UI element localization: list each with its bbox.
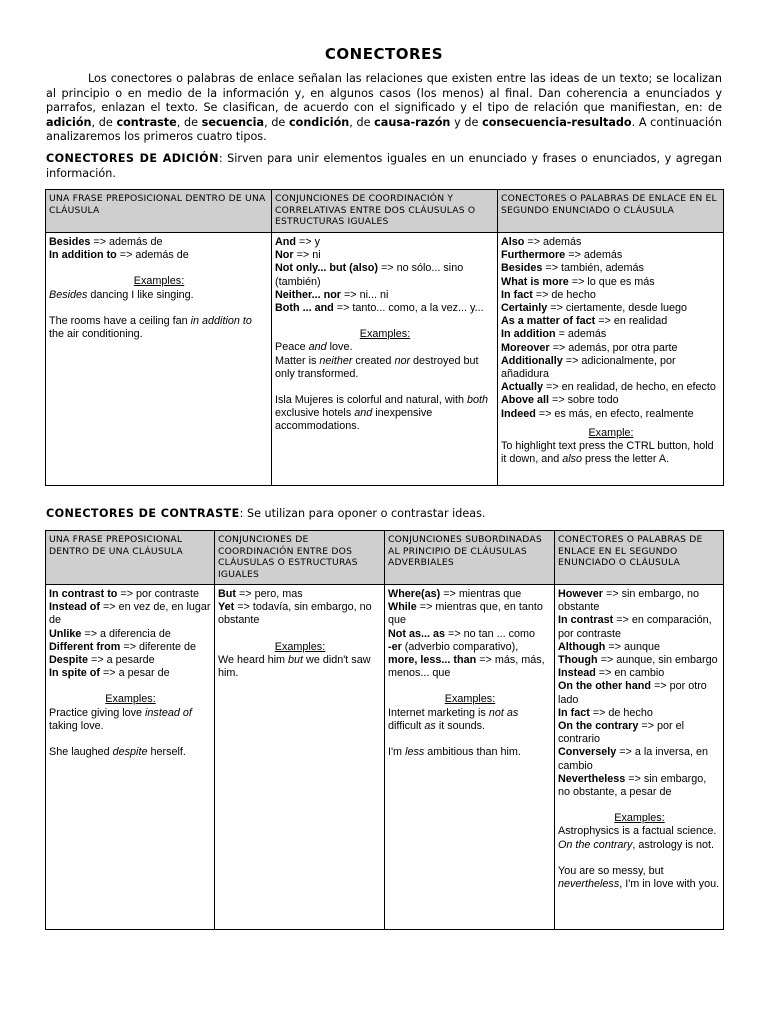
connector-term: Yet <box>218 601 235 614</box>
example-text: To highlight text press the CTRL button, hold it down, and <box>501 440 714 466</box>
example-text: ambitious than him. <box>424 746 521 759</box>
intro-term-contraste: contraste <box>116 115 177 129</box>
connector-meaning: => a pesarde <box>88 654 155 667</box>
connector-meaning: => también, además <box>542 262 644 275</box>
connector-term: While <box>388 601 417 614</box>
example-sentence <box>388 746 552 759</box>
list-item <box>558 707 721 720</box>
example-italic: less <box>405 746 425 759</box>
connector-meaning: => adicionalmente, por añadidura <box>501 354 676 381</box>
list-item <box>49 667 212 680</box>
contraste-header-3: CONJUNCIONES SUBORDINADAS AL PRINCIPIO DE CLÁUSULAS ADVERBIALES <box>385 531 555 585</box>
list-item <box>49 641 212 654</box>
list-item <box>501 302 721 315</box>
example-text: , I'm in love with you. <box>619 878 720 891</box>
connector-term: In addition to <box>49 249 117 262</box>
connector-meaning: => sobre todo <box>549 394 619 407</box>
list-item <box>275 289 495 302</box>
contraste-section-intro <box>46 507 722 522</box>
list-item <box>388 654 552 680</box>
example-sentence <box>275 394 495 434</box>
adicion-header-2: CONJUNCIONES DE COORDINACIÓN Y CORRELATIVAS ENTRE DOS CLÁUSULAS O ESTRUCTURAS IGUALES <box>272 190 498 233</box>
connector-term: Certainly <box>501 302 548 315</box>
list-item <box>501 276 721 289</box>
connector-term: Though <box>558 654 598 667</box>
connector-meaning: = además <box>555 328 607 341</box>
example-text: Isla Mujeres is colorful and natural, with <box>275 394 468 407</box>
list-item <box>501 262 721 275</box>
adicion-body-row <box>46 233 724 486</box>
connector-term: But <box>218 588 236 600</box>
connector-meaning: => en realidad, de hecho, en efecto <box>543 381 716 394</box>
example-text: destroyed but only transformed. <box>275 354 479 380</box>
connector-meaning: => tanto... como, a la vez... y... <box>333 302 484 315</box>
examples-label: Examples: <box>133 275 185 288</box>
example-text: Practice giving love <box>49 706 146 719</box>
intro-sep: , de <box>264 115 289 129</box>
example-text: taking love. <box>49 719 104 732</box>
connector-meaning: => en vez de, en lugar de <box>49 601 211 627</box>
example-text: dancing I like singing. <box>87 288 194 301</box>
connector-meaning: => no sólo... sino (también) <box>275 262 464 288</box>
connector-term: Not as... as <box>388 627 446 640</box>
intro-sep: y de <box>450 115 483 129</box>
example-text: herself. <box>147 746 186 759</box>
connector-meaning: => en cambio <box>595 667 665 680</box>
example-text: created <box>352 354 395 367</box>
example-italic: also <box>562 453 583 466</box>
examples-label: Examples: <box>105 693 156 706</box>
connector-meaning: => no tan ... como <box>445 627 536 640</box>
connector-meaning: => además de <box>90 236 163 248</box>
example-italic: and <box>354 407 373 420</box>
adicion-description: : Sirven para unir elementos iguales en un enunciado y frases o enunciados, y agregan información. <box>46 152 722 180</box>
list-item <box>501 342 721 355</box>
connector-meaning: => por el contrario <box>558 720 685 746</box>
list-item <box>558 588 721 614</box>
list-item <box>501 236 721 249</box>
example-label: Example: <box>588 426 634 439</box>
intro-sep: , de <box>176 115 202 129</box>
connector-term: Indeed <box>501 407 536 420</box>
connector-term: Also <box>501 236 525 248</box>
connector-meaning: => en realidad <box>595 315 668 328</box>
connector-term: Nevertheless <box>558 772 626 785</box>
connector-term: Instead of <box>49 601 100 614</box>
connector-meaning: => mientras que <box>440 588 522 600</box>
connector-term: In contrast <box>558 614 614 627</box>
list-item <box>501 408 721 421</box>
example-text: Internet marketing is <box>388 706 489 719</box>
example-text: I'm <box>388 746 406 759</box>
example-sentence <box>49 315 269 341</box>
contraste-header-1: UNA FRASE PREPOSICIONAL DENTRO DE UNA CLÁUSULA <box>46 531 215 585</box>
list-item <box>501 289 721 302</box>
list-item <box>558 641 721 654</box>
intro-sep: , de <box>349 115 375 129</box>
connector-meaning: => de hecho <box>589 706 653 719</box>
adicion-section-intro <box>46 152 722 181</box>
connector-term: Neither... nor <box>275 288 341 301</box>
example-text: You are so messy, but <box>558 864 664 877</box>
example-sentence <box>275 341 495 354</box>
connector-meaning: => ni <box>293 249 321 262</box>
connector-meaning: => por otro lado <box>558 680 707 706</box>
intro-term-consecuencia: consecuencia-resultado <box>482 115 632 129</box>
connector-term: Furthermore <box>501 249 566 262</box>
connector-meaning: => sin embargo, no obstante <box>558 588 700 614</box>
adicion-heading: CONECTORES DE ADICIÓN <box>46 152 219 165</box>
examples-label: Examples: <box>359 328 411 341</box>
example-sentence <box>558 825 721 851</box>
intro-sep: , de <box>91 115 117 129</box>
connector-term: Unlike <box>49 627 82 640</box>
list-item <box>558 654 721 667</box>
connector-meaning: => a pesar de <box>100 667 170 680</box>
connector-term: Nor <box>275 249 294 262</box>
contraste-col-preposicional <box>46 585 215 930</box>
connector-term: In fact <box>558 706 590 719</box>
adicion-col-enlace <box>498 233 724 486</box>
list-item <box>558 773 721 799</box>
list-item <box>501 328 721 341</box>
connector-term: In addition <box>501 328 556 341</box>
connector-term: Despite <box>49 654 89 667</box>
example-sentence <box>275 355 495 381</box>
example-sentence <box>558 865 721 891</box>
connector-term: In fact <box>501 288 533 301</box>
contraste-col-enlace <box>555 585 724 930</box>
example-italic: On the contrary <box>558 838 633 851</box>
contraste-header-row <box>46 531 724 585</box>
examples-label: Examples: <box>444 693 496 706</box>
intro-term-adicion: adición <box>46 115 92 129</box>
contraste-table <box>45 530 724 930</box>
example-italic: nevertheless <box>558 878 620 891</box>
example-sentence <box>501 440 721 466</box>
connector-meaning: => y <box>296 236 321 248</box>
contraste-header-4: CONECTORES O PALABRAS DE ENLACE EN EL SEGUNDO ENUNCIADO O CLÁUSULA <box>555 531 724 585</box>
example-italic: Besides <box>49 288 88 301</box>
connector-meaning: => sin embargo, no obstante, a pesar de <box>558 772 707 799</box>
list-item <box>275 262 495 288</box>
connector-meaning: => todavía, sin embargo, no obstante <box>218 601 372 627</box>
list-item <box>558 667 721 680</box>
list-item <box>501 315 721 328</box>
list-item <box>49 654 212 667</box>
example-text: love. <box>326 341 353 354</box>
connector-term: Moreover <box>501 341 550 354</box>
list-item <box>275 249 495 262</box>
adicion-col-preposicional <box>46 233 272 486</box>
contraste-heading: CONECTORES DE CONTRASTE <box>46 507 240 520</box>
adicion-header-1: UNA FRASE PREPOSICIONAL DENTRO DE UNA CLÁUSULA <box>46 190 272 233</box>
contraste-col-coordinacion <box>215 585 385 930</box>
example-text: , astrology is not. <box>632 838 715 851</box>
connector-meaning: (adverbio comparativo), <box>401 640 519 653</box>
list-item <box>501 249 721 262</box>
connector-term: Different from <box>49 640 121 653</box>
intro-text-end: . A continuación analizaremos los primeros cuatro tipos. <box>46 115 722 144</box>
examples-label: Examples: <box>614 812 665 825</box>
adicion-col-conjunciones <box>272 233 498 486</box>
list-item <box>218 601 382 627</box>
connector-term: In contrast to <box>49 588 118 600</box>
example-italic: and <box>308 341 327 354</box>
list-item <box>501 381 721 394</box>
connector-term: In spite of <box>49 667 100 680</box>
connector-meaning: => ciertamente, desde luego <box>547 302 688 315</box>
page-title: CONECTORES <box>324 45 444 63</box>
example-sentence <box>49 707 212 733</box>
intro-term-condicion: condición <box>289 115 350 129</box>
intro-term-secuencia: secuencia <box>201 115 265 129</box>
list-item <box>388 628 552 641</box>
list-item <box>558 614 721 640</box>
connector-term: Conversely <box>558 746 617 759</box>
connector-term: -er <box>388 640 402 653</box>
connector-term: Actually <box>501 381 544 394</box>
example-text: we didn't saw him. <box>218 653 371 680</box>
connector-meaning: => a la inversa, en cambio <box>558 746 709 772</box>
example-italic: but <box>288 653 304 666</box>
connector-term: As a matter of fact <box>501 315 596 328</box>
list-item <box>388 641 552 654</box>
list-item <box>501 355 721 381</box>
connector-meaning: => además, por otra parte <box>549 341 678 354</box>
connector-term: Both ... and <box>275 302 334 315</box>
example-italic: not as <box>488 706 519 719</box>
list-item <box>558 680 721 706</box>
example-text: Matter is <box>275 354 320 367</box>
connector-meaning: => pero, mas <box>236 588 303 600</box>
example-italic: instead of <box>145 706 192 719</box>
list-item <box>275 236 495 249</box>
example-sentence <box>388 707 552 733</box>
list-item <box>49 628 212 641</box>
connector-meaning: => aunque <box>605 640 661 653</box>
adicion-header-3: CONECTORES O PALABRAS DE ENLACE EN EL SEGUNDO ENUNCIADO O CLÁUSULA <box>498 190 724 233</box>
example-text: We heard him <box>218 653 289 666</box>
connector-term: Where(as) <box>388 588 441 600</box>
example-italic: despite <box>112 746 148 759</box>
example-italic: neither <box>319 354 353 367</box>
connector-meaning: => mientras que, en tanto que <box>388 601 543 627</box>
list-item <box>558 720 721 746</box>
example-italic: in addition to <box>190 314 252 327</box>
example-text: the air conditioning. <box>49 328 143 341</box>
connector-term: Instead <box>558 667 596 680</box>
connector-term: Although <box>558 640 606 653</box>
example-text: press the letter A. <box>582 453 670 466</box>
example-sentence <box>49 746 212 759</box>
connector-term: On the other hand <box>558 680 651 693</box>
connector-meaning: => ni... ni <box>341 288 389 301</box>
contraste-col-subordinadas <box>385 585 555 930</box>
connector-term: Not only... but (also) <box>275 262 378 275</box>
example-italic: as <box>424 719 436 732</box>
example-text: difficult <box>388 719 425 732</box>
connector-meaning: => en comparación, por contraste <box>558 614 712 640</box>
connector-term: Above all <box>501 394 550 407</box>
list-item <box>275 302 495 315</box>
example-text: The rooms have a ceiling fan <box>49 314 191 327</box>
contraste-body-row <box>46 585 724 930</box>
connector-meaning: => además <box>524 236 582 248</box>
connector-term: Besides <box>49 236 91 248</box>
connector-meaning: => por contraste <box>117 588 200 600</box>
examples-label: Examples: <box>274 640 326 653</box>
contraste-description: : Se utilizan para oponer o contrastar ideas. <box>239 507 486 520</box>
list-item <box>388 588 552 601</box>
example-text: Peace <box>275 341 309 354</box>
list-item <box>49 588 212 601</box>
list-item <box>49 601 212 627</box>
connector-term: Besides <box>501 262 543 275</box>
connector-term: Additionally <box>501 354 563 367</box>
connector-meaning: => además de <box>116 249 189 262</box>
list-item <box>388 601 552 627</box>
list-item <box>558 746 721 772</box>
list-item <box>218 588 382 601</box>
connector-meaning: => de hecho <box>532 288 596 301</box>
connector-term: However <box>558 588 604 600</box>
intro-term-causa: causa-razón <box>374 115 451 129</box>
list-item <box>501 394 721 407</box>
connector-term: On the contrary <box>558 720 639 733</box>
connector-meaning: => más, más, menos... que <box>388 654 545 680</box>
example-text: inexpensive accommodations. <box>275 407 433 433</box>
connector-term: And <box>275 236 296 248</box>
example-text: Astrophysics is a factual science. <box>558 825 717 838</box>
intro-text: Los conectores o palabras de enlace señalan las relaciones que existen entre las ideas de un texto; se localizan al principio o en medio de la información y, en algunos casos (los menos) al final. Dan coherencia a enunciados y parrafos, enlazan el texto. Se clasifican, de acuerdo con el significado y el tipo de relación que manifiestan, en: de <box>46 72 722 115</box>
example-italic: both <box>467 394 489 407</box>
example-text: She laughed <box>49 746 113 759</box>
list-item <box>49 249 269 262</box>
adicion-table <box>45 189 724 486</box>
connector-meaning: => a diferencia de <box>81 627 171 640</box>
intro-paragraph <box>46 72 722 145</box>
connector-meaning: => diferente de <box>120 640 197 653</box>
connector-term: What is more <box>501 275 569 288</box>
example-italic: nor <box>394 354 411 367</box>
list-item <box>49 236 269 249</box>
connector-meaning: => lo que es más <box>568 275 655 288</box>
adicion-header-row <box>46 190 724 233</box>
connector-term: more, less... than <box>388 654 477 667</box>
connector-meaning: => además <box>565 249 623 262</box>
contraste-header-2: CONJUNCIONES DE COORDINACIÓN ENTRE DOS CLÁUSULAS O ESTRUCTURAS IGUALES <box>215 531 385 585</box>
example-text: it sounds. <box>435 719 486 732</box>
example-sentence <box>49 289 269 302</box>
connector-meaning: => es más, en efecto, realmente <box>535 407 694 420</box>
example-sentence <box>218 654 382 680</box>
example-text: exclusive hotels <box>275 407 355 420</box>
connector-meaning: => aunque, sin embargo <box>597 654 718 667</box>
